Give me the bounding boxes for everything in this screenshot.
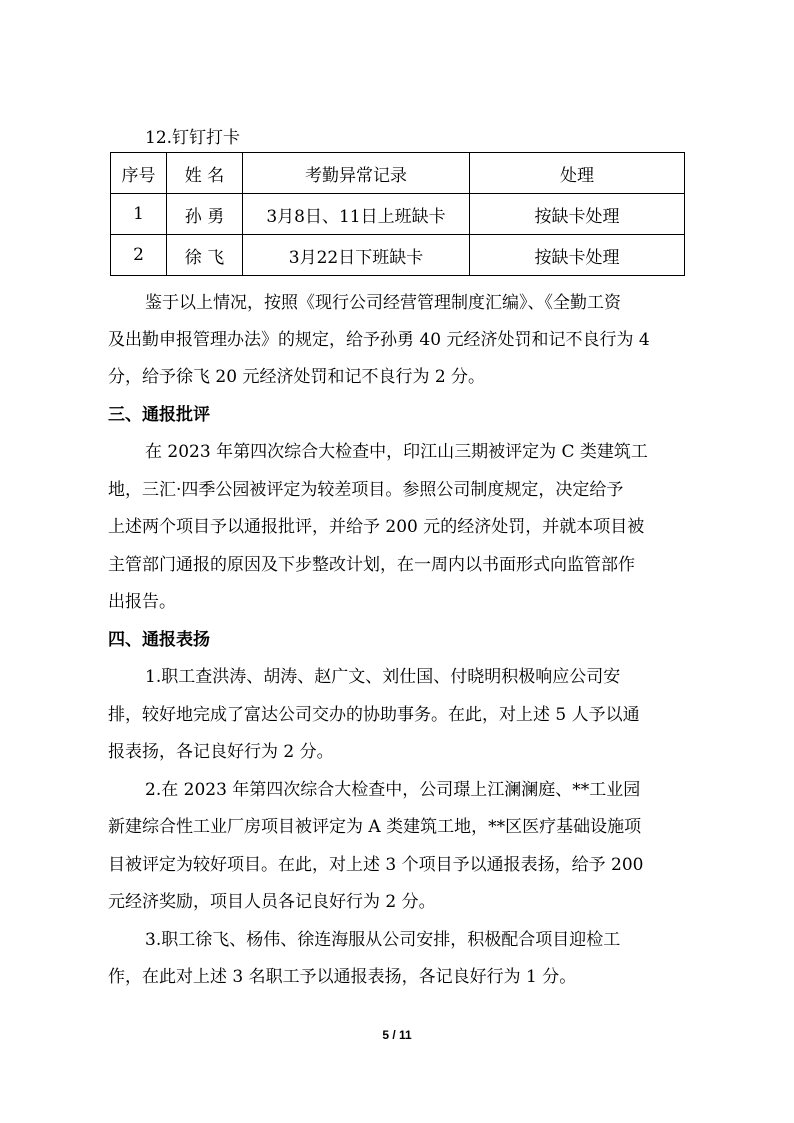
paragraph-line: 1.职工查洪涛、胡涛、赵广文、刘仕国、付晓明积极响应公司安 bbox=[145, 667, 621, 687]
paragraph-line: 报表扬，各记良好行为 2 分。 bbox=[108, 742, 334, 762]
paragraph-line: 分，给予徐飞 20 元经济处罚和记不良行为 2 分。 bbox=[108, 367, 486, 387]
section-heading: 三、通报批评 bbox=[108, 405, 210, 425]
table-cell: 按缺卡处理 bbox=[470, 235, 685, 276]
paragraph-line: 地，三汇·四季公园被评定为较差项目。参照公司制度规定，决定给予 bbox=[108, 480, 624, 500]
table-header-row bbox=[111, 153, 685, 194]
paragraph-line: 3.职工徐飞、杨伟、徐连海服从公司安排，积极配合项目迎检工 bbox=[145, 930, 621, 950]
section-title: 12.钉钉打卡 bbox=[145, 128, 241, 148]
paragraph-line: 上述两个项目予以通报批评，并给予 200 元的经济处罚，并就本项目被 bbox=[108, 517, 645, 537]
paragraph-line: 出报告。 bbox=[108, 592, 176, 612]
header-cell: 考勤异常记录 bbox=[243, 153, 470, 194]
paragraph-line: 鉴于以上情况，按照《现行公司经营管理制度汇编》、《全勤工资 bbox=[145, 293, 621, 313]
header-cell: 序号 bbox=[111, 153, 167, 194]
table-cell: 孙 勇 bbox=[167, 194, 243, 235]
table-cell: 1 bbox=[111, 194, 167, 235]
page-number: 5 / 11 bbox=[382, 1028, 412, 1042]
table-cell: 3月8日、11日上班缺卡 bbox=[243, 194, 470, 235]
table-cell: 2 bbox=[111, 235, 167, 276]
table-row bbox=[111, 194, 685, 235]
header-cell: 处理 bbox=[470, 153, 685, 194]
paragraph-line: 主管部门通报的原因及下步整改计划，在一周内以书面形式向监管部作 bbox=[108, 555, 635, 575]
table-cell: 3月22日下班缺卡 bbox=[243, 235, 470, 276]
table-cell: 徐 飞 bbox=[167, 235, 243, 276]
paragraph-line: 及出勤申报管理办法》的规定，给予孙勇 40 元经济处罚和记不良行为 4 bbox=[108, 330, 650, 350]
paragraph-line: 作，在此对上述 3 名职工予以通报表扬，各记良好行为 1 分。 bbox=[108, 967, 577, 987]
paragraph-line: 在 2023 年第四次综合大检查中，印江山三期被评定为 C 类建筑工 bbox=[145, 442, 648, 462]
paragraph-line: 排，较好地完成了富达公司交办的协助事务。在此，对上述 5 人予以通 bbox=[108, 705, 640, 725]
paragraph-line: 2.在 2023 年第四次综合大检查中，公司璟上江澜澜庭、**工业园 bbox=[145, 780, 641, 800]
paragraph-line: 目被评定为较好项目。在此，对上述 3 个项目予以通报表扬，给予 200 bbox=[108, 855, 644, 875]
section-heading: 四、通报表扬 bbox=[108, 630, 210, 650]
paragraph-line: 元经济奖励，项目人员各记良好行为 2 分。 bbox=[108, 892, 436, 912]
table-cell: 按缺卡处理 bbox=[470, 194, 685, 235]
table-row bbox=[111, 235, 685, 276]
attendance-table bbox=[110, 152, 685, 276]
paragraph-line: 新建综合性工业厂房项目被评定为 A 类建筑工地，**区医疗基础设施项 bbox=[108, 817, 642, 837]
header-cell: 姓 名 bbox=[167, 153, 243, 194]
